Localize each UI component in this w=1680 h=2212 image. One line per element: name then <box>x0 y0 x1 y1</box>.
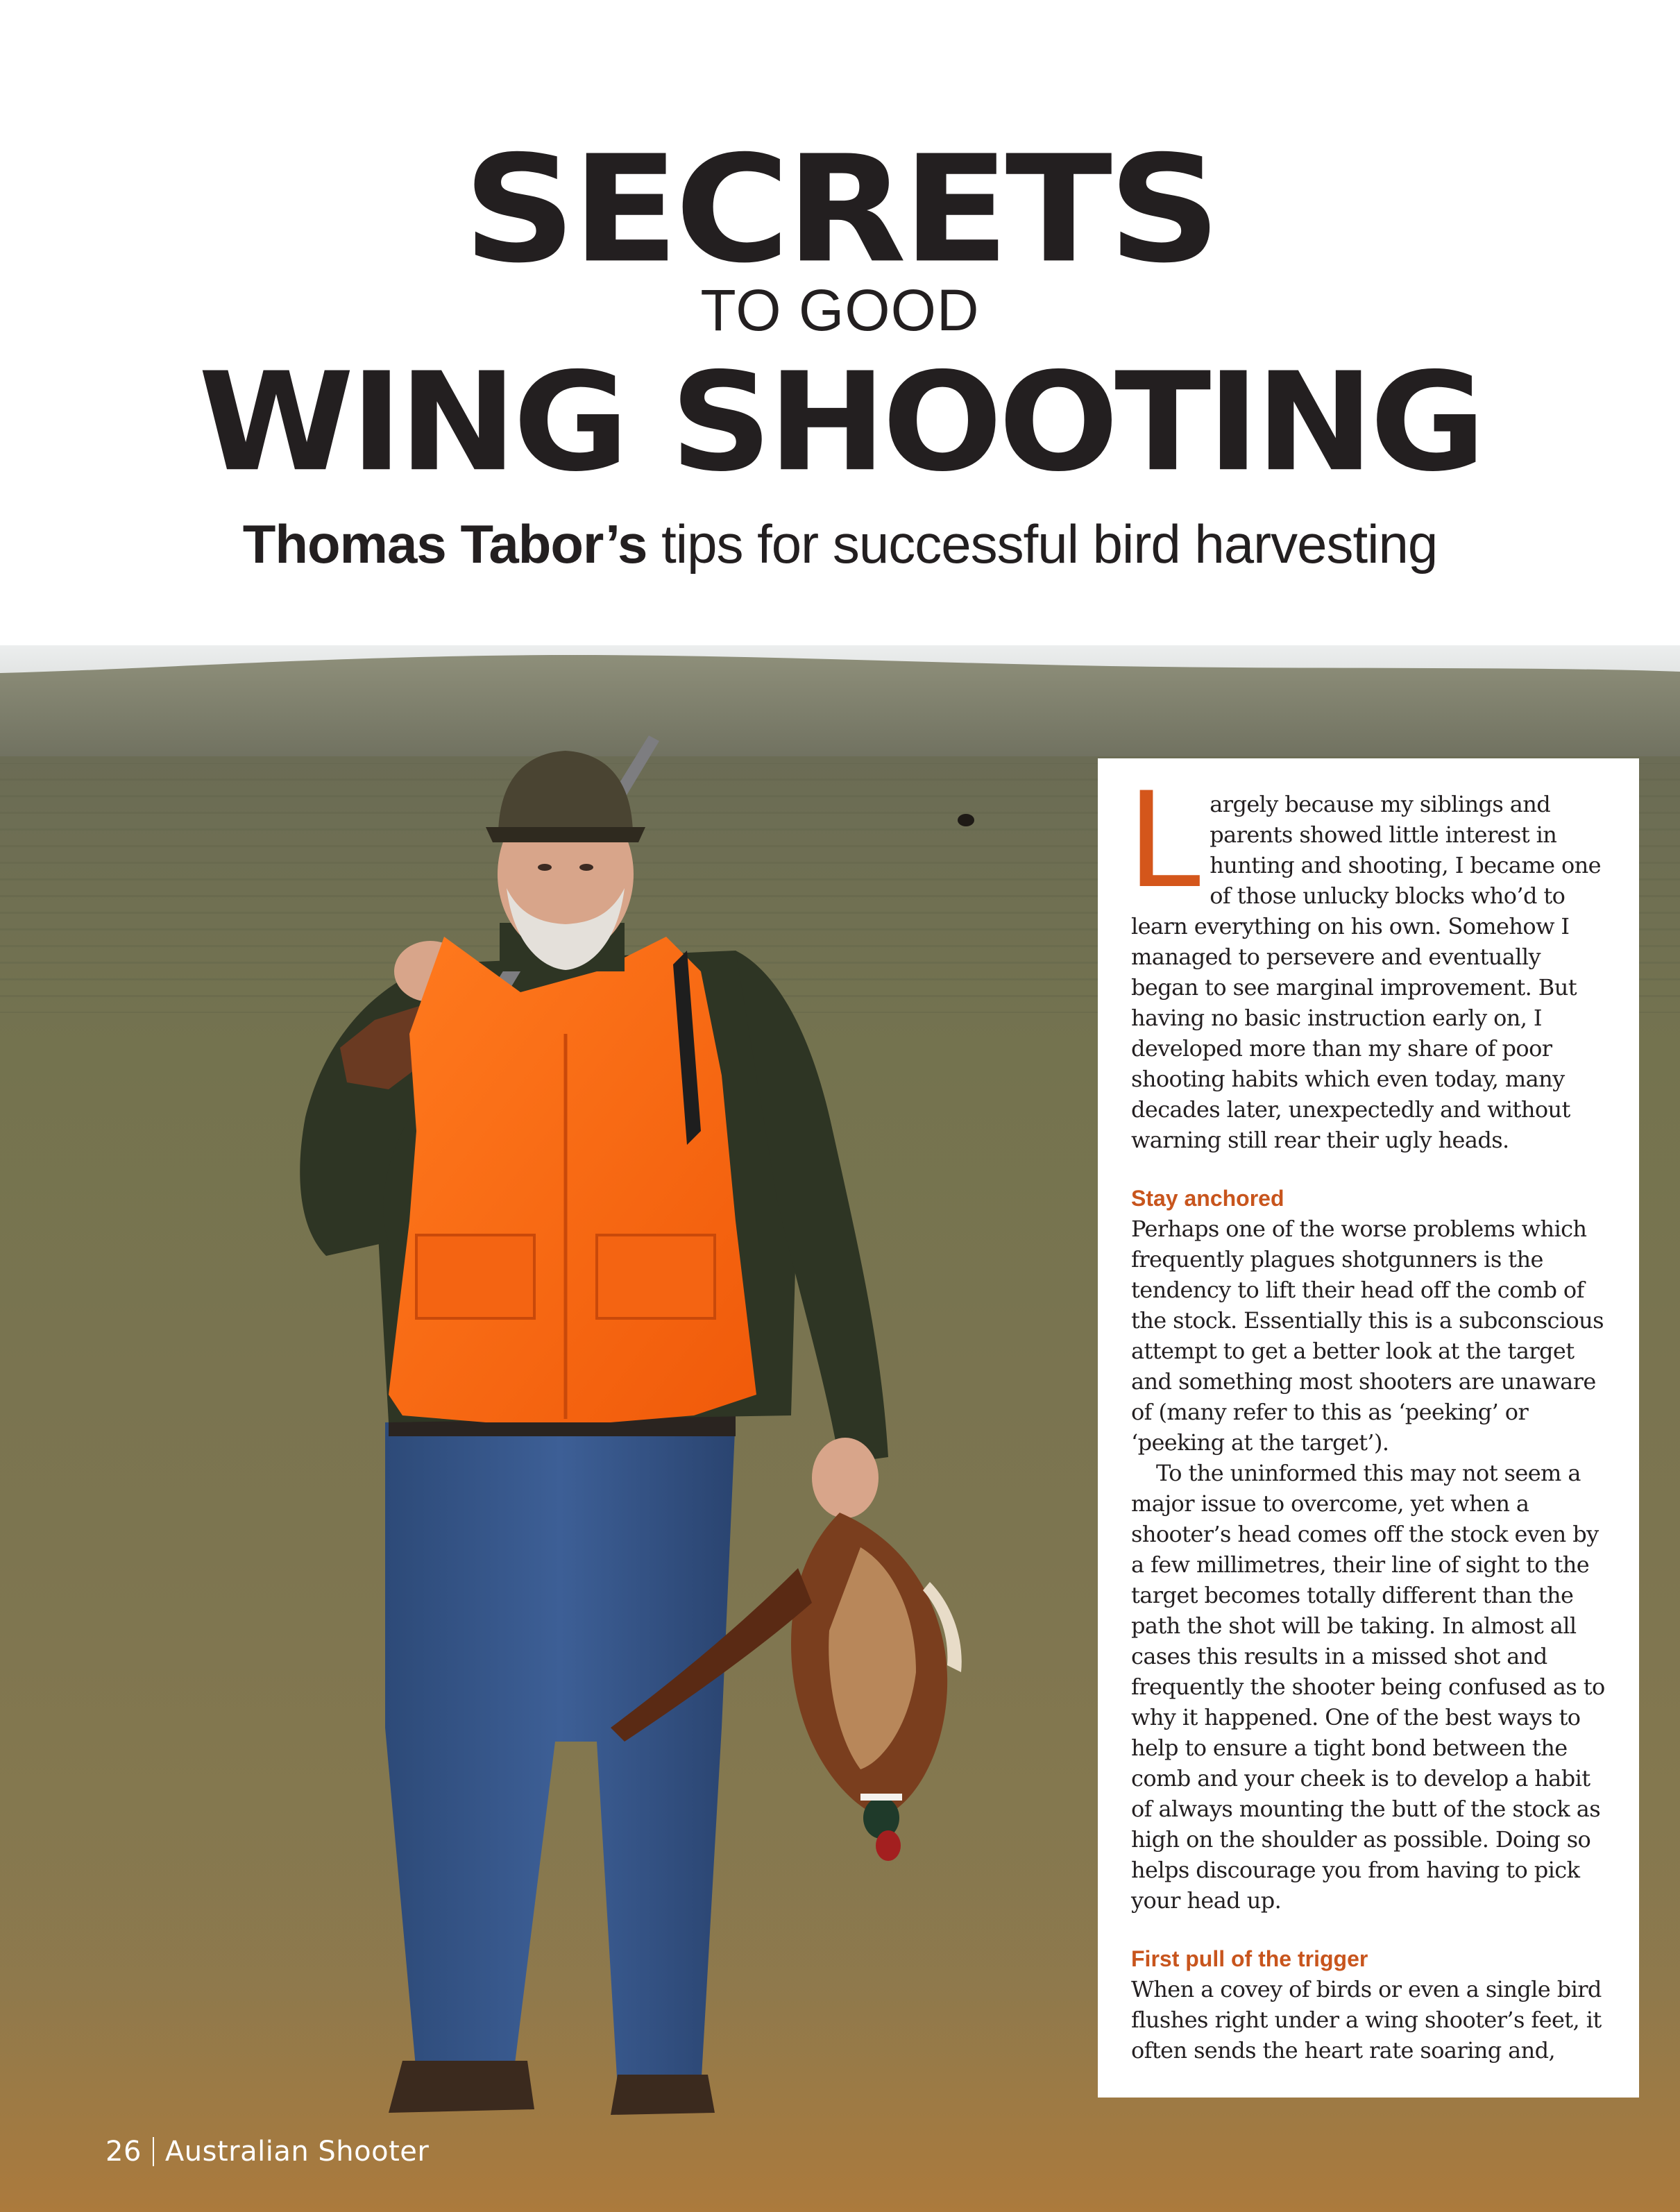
headline-to-good: TO GOOD <box>700 278 980 343</box>
paragraph-stay-anchored-1: Perhaps one of the worse problems which frequently plagues shotgunners is the tendency to lift their head off the comb of the stock. Essentially this is a subconscious attempt to get a better look at the target and something most shooters are unaware of (many refer to this as ‘peeking’ or ‘peeking at the target’). <box>1131 1216 1604 1456</box>
intro-text: argely because my siblings and parents showed little interest in hunting and shooting, I became one of those unlucky blocks who’d to learn everything on his own. Somehow I managed to persevere and eventually began to see marginal improvement. But having no basic instruction early on, I developed more than my share of poor shooting habits which even today, many decades later, unexpectedly and without warning still rear their ugly heads. <box>1131 791 1601 1153</box>
folio <box>105 2136 429 2168</box>
subhead-stay-anchored: Stay anchored <box>1131 1186 1284 1211</box>
folio-separator <box>153 2137 154 2166</box>
paragraph-first-pull-1: When a covey of birds or even a single bird flushes right under a wing shooter’s feet, it often sends the heart rate soaring and, <box>1131 1976 1602 2064</box>
drop-cap: L <box>1127 764 1200 917</box>
paragraph-stay-anchored-2: To the uninformed this may not seem a major issue to overcome, yet when a shooter’s head comes off the stock even by a few millimetres, their line of sight to the target becomes totally different than the path the shot will be taking. In almost all cases this results in a missed shot and frequently the shooter being confused as to why it happened. One of the best ways to help to ensure a tight bond between the comb and your cheek is to develop a habit of always mounting the butt of the stock as high on the shoulder as possible. Doing so helps discourage you from having to pick your head up. <box>1131 1460 1605 1914</box>
headline-secrets: SECRETS <box>463 124 1217 296</box>
headline-wing-shooting: WING SHOOTING <box>198 343 1482 502</box>
standfirst-author: Thomas Tabor’s <box>242 513 647 575</box>
publication-name: Australian Shooter <box>164 2136 430 2168</box>
article-column <box>1098 758 1639 2098</box>
subhead-first-pull: First pull of the trigger <box>1131 1946 1368 1971</box>
intro-paragraph <box>1127 764 1607 1155</box>
standfirst-text: tips for successful bird harvesting <box>647 513 1438 575</box>
standfirst <box>0 515 1680 575</box>
page-number: 26 <box>105 2136 142 2168</box>
